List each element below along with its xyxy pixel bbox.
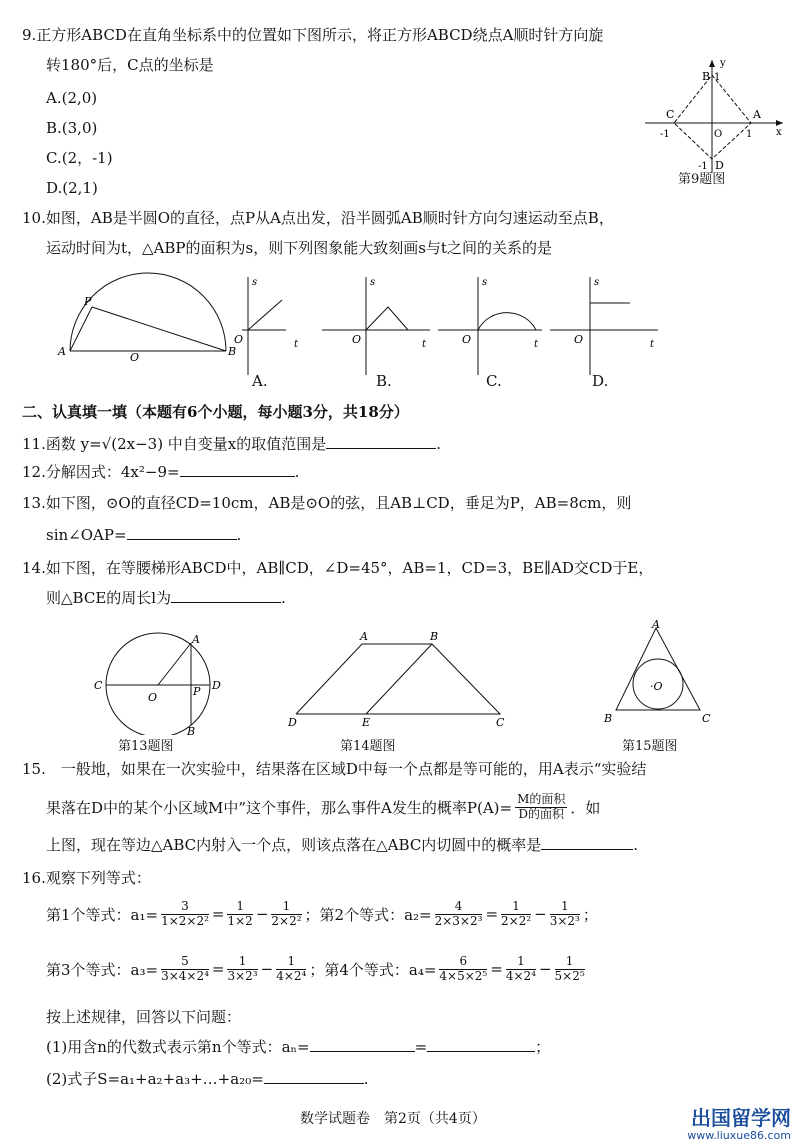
q15-answer-blank[interactable] <box>541 849 633 850</box>
point-d-label: D <box>715 159 724 172</box>
tick-1-top: 1 <box>714 72 721 83</box>
q12-answer-blank[interactable] <box>180 476 295 477</box>
svg-text:C: C <box>94 679 103 692</box>
q16-eq1-label: 第1个等式：a₁= <box>46 905 159 924</box>
svg-text:B: B <box>430 630 439 643</box>
q10-option-c: C. <box>486 372 502 390</box>
svg-text:D: D <box>288 716 297 728</box>
y-axis-label: y <box>720 58 726 69</box>
tick-neg1-left: -1 <box>660 129 670 140</box>
q16-rule: 按上述规律，回答以下问题： <box>46 1008 242 1026</box>
q14-line2: 则△BCE的周长l为 . <box>46 589 286 607</box>
figure-13-caption: 第13题图 <box>118 739 174 754</box>
svg-text:B: B <box>228 345 237 358</box>
q10-line1: 10.如图，AB是半圆O的直径，点P从A点出发，沿半圆弧AB顺时针方向匀速运动至点B， <box>22 209 614 227</box>
x-axis-label: x <box>776 127 782 138</box>
svg-text:·O: ·O <box>650 680 663 693</box>
q15-line2b: ．如 <box>570 798 601 817</box>
q14-line1: 14.如下图，在等腰梯形ABCD中，AB∥CD，∠D=45°，AB=1，CD=3，BE∥AD交CD于E， <box>22 559 654 577</box>
q15-line1: 15. 一般地，如果在一次实验中，结果落在区域D中每一个点都是等可能的，用A表示“实验结 <box>22 760 647 778</box>
semicircle-figure <box>57 273 236 364</box>
q16-part1: (1)用含n的代数式表示第n个等式：aₙ= = ； <box>46 1038 551 1056</box>
page-footer: 数学试题卷 第2页（共4页） <box>300 1111 486 1127</box>
q10-option-d: D. <box>592 372 609 390</box>
svg-text:B: B <box>604 712 613 725</box>
origin-label: O <box>714 129 723 140</box>
svg-text:s: s <box>252 277 258 288</box>
svg-text:E: E <box>362 716 371 728</box>
site-watermark <box>687 1107 791 1142</box>
q16-eq2-label: ；第2个等式：a₂= <box>304 905 432 924</box>
q10-figures <box>50 265 670 390</box>
q12: 12.分解因式：4x²−9= . <box>22 463 300 481</box>
q11: 11.函数 y=√(2x−3) 中自变量x的取值范围是 . <box>22 435 442 453</box>
q15-line2a: 果落在D中的某个小区域M中”这个事件，那么事件A发生的概率P(A)= <box>46 798 513 817</box>
svg-text:s: s <box>594 277 600 288</box>
q16-part1-blank-2[interactable] <box>427 1051 535 1052</box>
point-a-label: A <box>753 108 761 121</box>
svg-text:O: O <box>574 333 584 346</box>
svg-text:t: t <box>294 339 299 350</box>
svg-text:O: O <box>148 691 158 704</box>
point-b-label: B <box>702 70 711 83</box>
figure-15 <box>600 618 720 728</box>
q10-option-a: A. <box>252 372 268 390</box>
q16-eq4-label: ；第4个等式：a₄= <box>309 960 437 979</box>
q13-answer-blank[interactable] <box>127 539 237 540</box>
tick-1-right: 1 <box>746 129 753 140</box>
q9-figure-caption: 第9题图 <box>678 172 726 187</box>
q13-line1: 13.如下图，⊙O的直径CD=10cm，AB是⊙O的弦，且AB⊥CD，垂足为P，AB=8cm，则 <box>22 494 632 512</box>
q16-part1-text: (1)用含n的代数式表示第n个等式：aₙ= <box>46 1038 310 1056</box>
svg-text:A: A <box>58 345 66 358</box>
q13-text: sin∠OAP= <box>46 526 127 544</box>
svg-text:A: A <box>360 630 368 643</box>
q16-equation-row-1: 第1个等式：a₁= $\frac{3}{\text{1×2×2²}}$ = $\frac{1}{1\times 2}$ − $\frac{1}{\text{2×2²}}$ ；第2个等式：a₂= $\frac{4}{\text{2×3×2³}}$ = $\frac{1}{\text{2×2²}}$ − $\frac{1}{\text{3×2³}}$ ； <box>46 899 598 928</box>
svg-text:O: O <box>234 333 244 346</box>
q9-line1: 9.正方形ABCD在直角坐标系中的位置如下图所示，将正方形ABCD绕点A顺时针方向旋 <box>22 26 604 44</box>
watermark-url[interactable]: www.liuxue86.com <box>687 1129 791 1142</box>
q9-option-d: D.(2,1) <box>46 179 98 197</box>
q9-line2: 转180°后，C点的坐标是 <box>46 56 214 74</box>
watermark-title: 出国留学网 <box>691 1106 791 1130</box>
svg-text:O: O <box>352 333 362 346</box>
graph-option-d <box>550 277 658 375</box>
q13-line2: sin∠OAP= . <box>46 526 242 544</box>
svg-text:C: C <box>496 716 505 728</box>
q9-option-b: B.(3,0) <box>46 119 98 137</box>
svg-text:P: P <box>193 685 201 698</box>
svg-text:t: t <box>650 339 655 350</box>
q16-part2-blank[interactable] <box>264 1083 364 1084</box>
svg-text:s: s <box>370 277 376 288</box>
q11-answer-blank[interactable] <box>326 448 436 449</box>
q16-eq3-label: 第3个等式：a₃= <box>46 960 159 979</box>
point-c-label: C <box>666 108 675 121</box>
q9-option-a: A.(2,0) <box>46 89 98 107</box>
q15-line2 <box>46 793 600 822</box>
figure-14-caption: 第14题图 <box>340 739 396 754</box>
q10-option-b: B. <box>376 372 392 390</box>
svg-text:O: O <box>462 333 472 346</box>
svg-text:A: A <box>652 618 660 631</box>
q11-text: 11.函数 y=√(2x−3) 中自变量x的取值范围是 <box>22 435 327 453</box>
q9-figure <box>640 55 790 180</box>
q15-probability-fraction: $\frac{\text{M的面积}}{\text{D的面积}}$ <box>517 792 566 821</box>
svg-text:P: P <box>84 295 92 308</box>
graph-option-b <box>322 277 430 375</box>
q14-answer-blank[interactable] <box>171 602 281 603</box>
svg-text:O: O <box>130 351 140 364</box>
q16-equation-row-2: 第3个等式：a₃= $\frac{5}{\text{3×4×2⁴}}$ = $\frac{1}{\text{3×2³}}$ − $\frac{1}{\text{4×2⁴}}$ ；第4个等式：a₄= $\frac{6}{\text{4×5×2⁵}}$ = $\frac{1}{\text{4×2⁴}}$ − $\frac{1}{\text{5×2⁵}}$ <box>46 954 585 983</box>
q14-text: 则△BCE的周长l为 <box>46 589 172 607</box>
q16-intro: 16.观察下列等式： <box>22 869 151 887</box>
tick-neg1-bottom: -1 <box>698 161 708 172</box>
graph-option-a <box>234 277 299 375</box>
figure-15-caption: 第15题图 <box>622 739 678 754</box>
figure-14 <box>282 628 512 728</box>
q12-text: 12.分解因式：4x²−9= <box>22 463 180 481</box>
q16-part2: (2)式子S=a₁+a₂+a₃+…+a₂₀= . <box>46 1070 369 1088</box>
q16-part2-text: (2)式子S=a₁+a₂+a₃+…+a₂₀= <box>46 1070 264 1088</box>
svg-text:C: C <box>702 712 711 725</box>
figure-13 <box>90 625 250 735</box>
svg-text:B: B <box>187 725 196 735</box>
svg-text:A: A <box>192 633 200 646</box>
svg-text:D: D <box>212 679 221 692</box>
section-2-heading: 二、认真填一填（本题有6个小题，每小题3分，共18分） <box>22 403 409 421</box>
svg-text:s: s <box>482 277 488 288</box>
svg-text:t: t <box>422 339 427 350</box>
q15-line3: 上图，现在等边△ABC内射入一个点，则该点落在△ABC内切圆中的概率是 . <box>46 836 639 854</box>
q9-option-c: C.(2，-1) <box>46 149 113 167</box>
q16-part1-blank-1[interactable] <box>310 1051 415 1052</box>
svg-text:t: t <box>534 339 539 350</box>
q15-text: 上图，现在等边△ABC内射入一个点，则该点落在△ABC内切圆中的概率是 <box>46 836 542 854</box>
q10-line2: 运动时间为t，△ABP的面积为s，则下列图象能大致刻画s与t之间的关系的是 <box>46 239 552 257</box>
graph-option-c <box>438 277 542 375</box>
